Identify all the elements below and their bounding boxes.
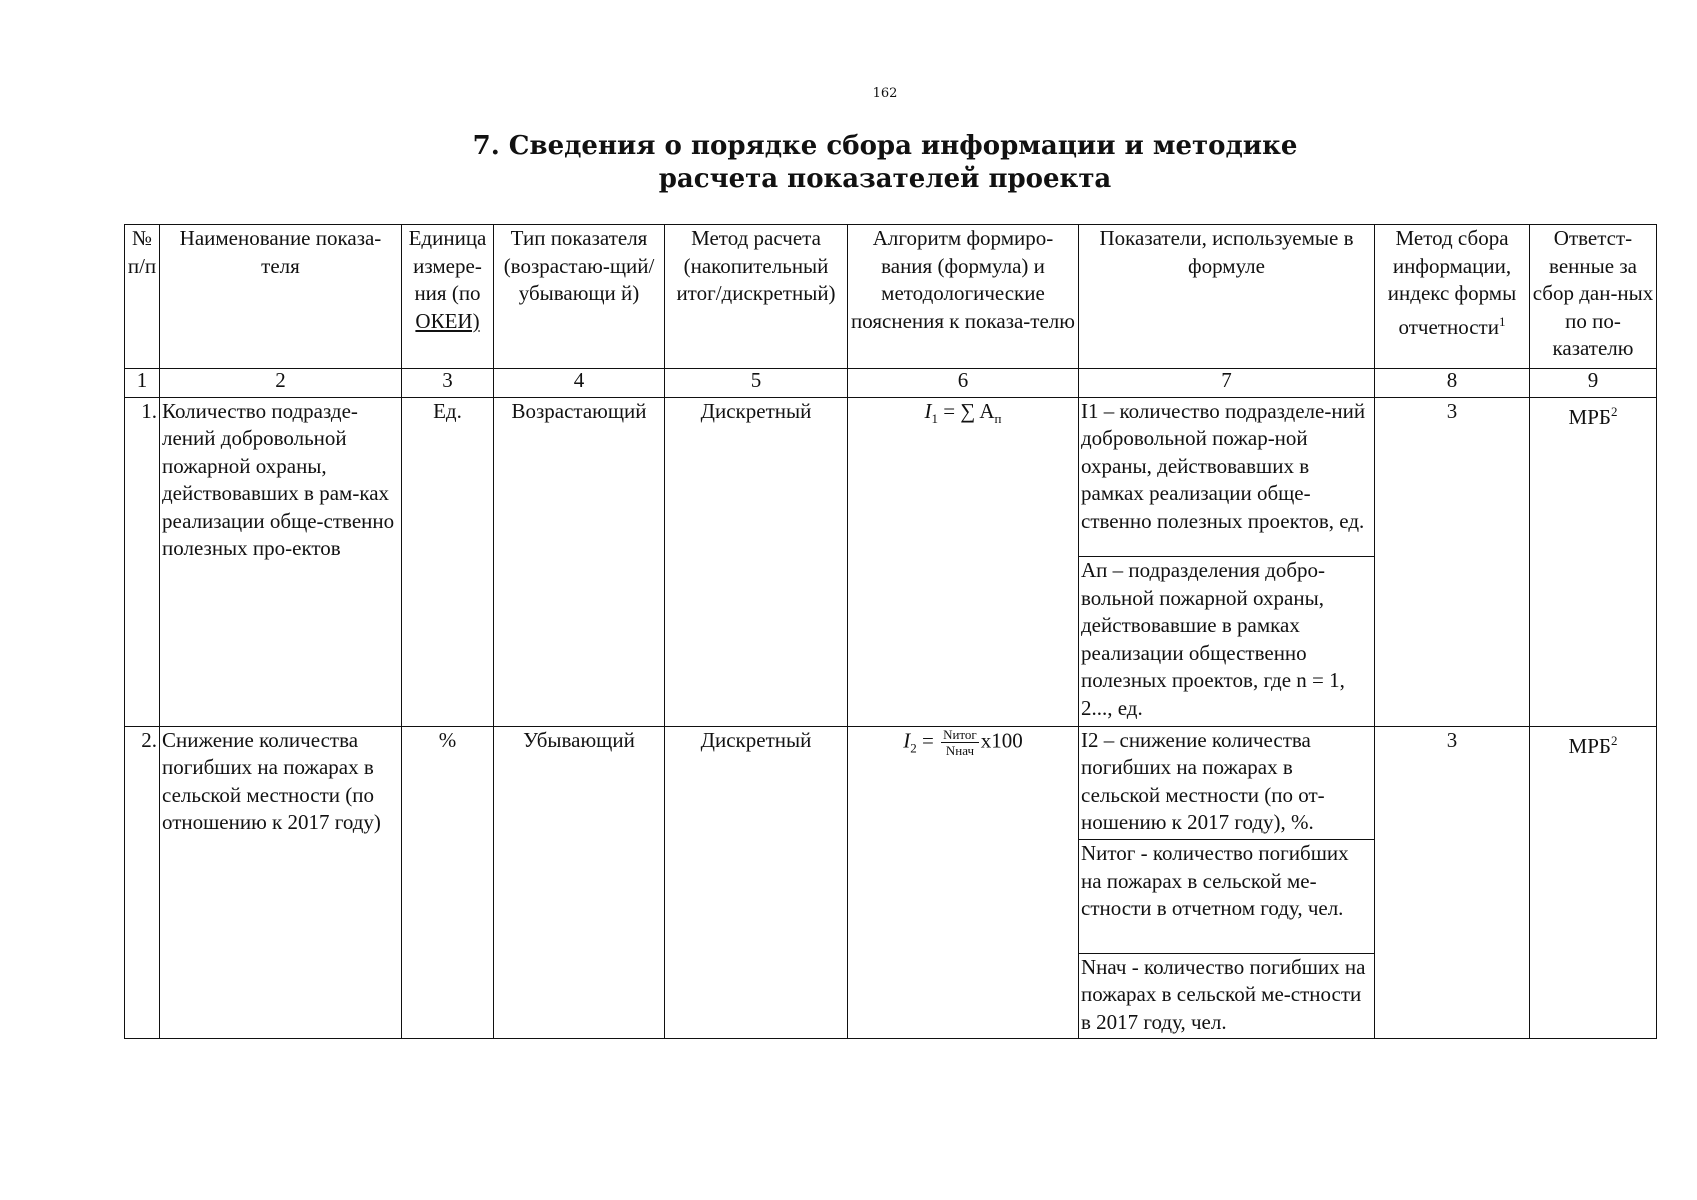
header-number: № п/п [125, 225, 160, 369]
responsible-text: МРБ [1568, 404, 1611, 429]
title-line-1: 7. Сведения о порядке сбора информации и методике [472, 131, 1298, 161]
indicator-name: Количество подразде-лений добровольной пожарной охраны, действовавших в рам-ках реализации обще-ственно полезных про-ектов [160, 397, 402, 726]
formula-lhs: I [903, 728, 911, 753]
col-number: 7 [1079, 369, 1375, 398]
header-method: Метод расчета (накопительный итог/дискретный) [665, 225, 848, 369]
collection-method: 3 [1375, 397, 1530, 726]
formula-lhs-sub: 2 [910, 740, 917, 756]
indicator-method: Дискретный [665, 726, 848, 1038]
formula-equals: = [916, 728, 940, 753]
indicator-type: Возрастающий [494, 397, 665, 726]
formula-variable: Aп – подразделения добро-вольной пожарной охраны, действовавшие в рамках реализации общественно полезных проектов, где n = 1, 2..., ед. [1079, 557, 1375, 727]
header-responsible: Ответст-венные за сбор дан-ных по по-казателю [1530, 225, 1657, 369]
header-algorithm: Алгоритм формиро-вания (формула) и методологические пояснения к показа-телю [848, 225, 1079, 369]
col-number: 9 [1530, 369, 1657, 398]
footnote-2-marker: 2 [1610, 732, 1618, 748]
formula-sum: = ∑ A [937, 398, 995, 423]
formula-lhs-sub: 1 [931, 410, 938, 426]
formula-variable: I1 – количество подразделе-ний добровольной пожар-ной охраны, действовавших в рамках реализации обще-ственно полезных проектов, ед. [1079, 397, 1375, 556]
formula-lhs: I [924, 398, 932, 423]
footnote-2-marker: 2 [1610, 403, 1618, 419]
column-number-row [125, 369, 1657, 398]
header-variables: Показатели, используемые в формуле [1079, 225, 1375, 369]
col-number: 1 [125, 369, 160, 398]
col-number: 3 [402, 369, 494, 398]
header-unit-text: Единица измере-ния (по [408, 226, 487, 305]
formula-multiplier: x100 [980, 728, 1023, 753]
row-number: 1. [125, 397, 160, 726]
indicator-unit: % [402, 726, 494, 1038]
header-collection [1375, 225, 1530, 369]
section-title [0, 130, 1697, 196]
header-row [125, 225, 1657, 369]
table-row [125, 397, 1657, 556]
collection-method: 3 [1375, 726, 1530, 1038]
col-number: 8 [1375, 369, 1530, 398]
header-unit [402, 225, 494, 369]
footnote-1-marker: 1 [1498, 313, 1506, 329]
indicator-formula [848, 726, 1079, 1038]
responsible [1530, 726, 1657, 1038]
header-unit-okei: ОКЕИ) [415, 308, 480, 333]
fraction-numerator: Nитог [943, 726, 977, 742]
formula-variable: Nнач - количество погибших на пожарах в сельской ме-стности в 2017 году, чел. [1079, 953, 1375, 1038]
indicator-formula [848, 397, 1079, 726]
row-number: 2. [125, 726, 160, 1038]
formula-variable: Nитог - количество погибших на пожарах в сельской ме-стности в отчетном году, чел. [1079, 840, 1375, 953]
col-number: 2 [160, 369, 402, 398]
col-number: 5 [665, 369, 848, 398]
responsible-text: МРБ [1568, 733, 1611, 758]
title-line-2: расчета показателей проекта [658, 164, 1112, 194]
indicator-unit: Ед. [402, 397, 494, 726]
header-type: Тип показателя (возрастаю-щий/убывающи й) [494, 225, 665, 369]
indicator-name: Снижение количества погибших на пожарах в сельской местности (по отношению к 2017 году) [160, 726, 402, 1038]
col-number: 4 [494, 369, 665, 398]
table-row [125, 726, 1657, 839]
formula-variable: I2 – снижение количества погибших на пожарах в сельской местности (по от-ношению к 2017 году), %. [1079, 726, 1375, 839]
header-collection-text: Метод сбора информации, индекс формы отчетности [1387, 226, 1517, 339]
fraction-denominator: Nнач [945, 742, 974, 758]
indicator-method: Дискретный [665, 397, 848, 726]
indicator-type: Убывающий [494, 726, 665, 1038]
col-number: 6 [848, 369, 1079, 398]
indicators-table [124, 224, 1657, 1039]
formula-sum-sub: п [994, 410, 1002, 426]
formula-fraction [941, 727, 979, 758]
responsible [1530, 397, 1657, 726]
page-number: 162 [872, 86, 898, 101]
header-name: Наименование показа-теля [160, 225, 402, 369]
